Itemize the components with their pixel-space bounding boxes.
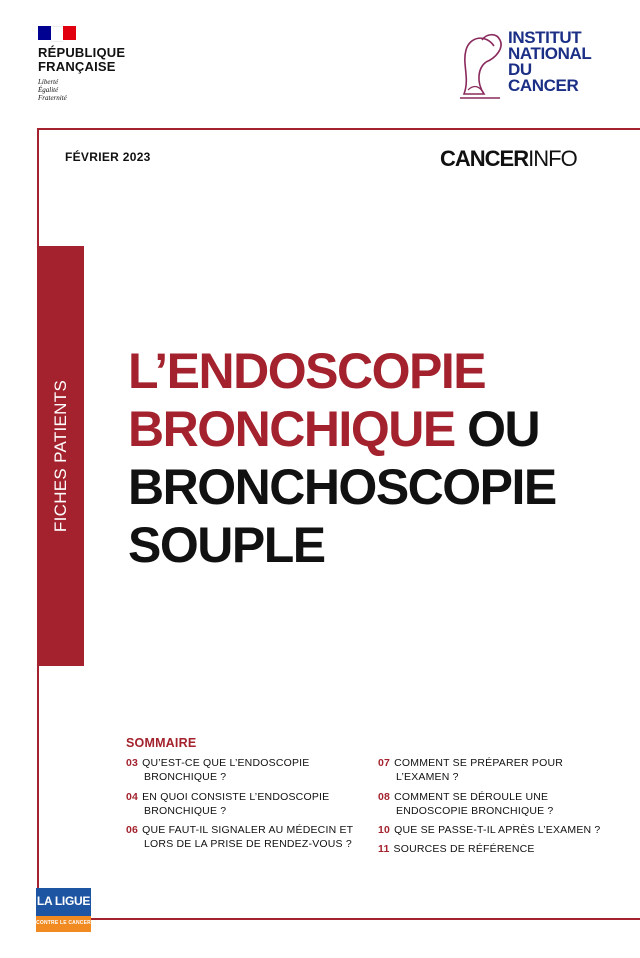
toc-item-label: COMMENT SE DÉROULE UNE: [394, 791, 549, 803]
toc-page-number: 07: [378, 757, 391, 769]
republique-francaise-logo: [38, 26, 125, 102]
republic-motto: [38, 78, 125, 102]
toc-item[interactable]: [126, 756, 310, 784]
cancer-info-part1: CANCER: [440, 146, 529, 171]
inca-emblem-icon: [456, 28, 516, 108]
title-line2-black: OU: [454, 401, 540, 457]
motto-egalite: Égalité: [38, 86, 59, 94]
inca-name: [508, 30, 606, 94]
inca-line3: DU CANCER: [508, 60, 579, 95]
toc-item-label: SOURCES DE RÉFÉRENCE: [393, 843, 535, 855]
republic-name-line1: RÉPUBLIQUE: [38, 45, 126, 60]
french-flag-icon: [38, 26, 76, 40]
toc-item[interactable]: [378, 756, 563, 784]
la-ligue-logo: [36, 888, 91, 932]
toc-item-label-cont: ENDOSCOPIE BRONCHIQUE ?: [396, 805, 554, 817]
motto-liberte: Liberté: [38, 78, 59, 86]
summary-heading: SOMMAIRE: [126, 736, 197, 750]
toc-page-number: 06: [126, 824, 139, 836]
toc-item-label-cont: BRONCHIQUE ?: [144, 805, 227, 817]
toc-page-number: 04: [126, 791, 139, 803]
inca-logo: [456, 28, 606, 108]
document-title: [128, 342, 556, 574]
toc-item[interactable]: [378, 842, 535, 856]
inca-line1: INSTITUT: [508, 28, 582, 47]
toc-page-number: 03: [126, 757, 139, 769]
republic-name-line2: FRANÇAISE: [38, 59, 116, 74]
toc-page-number: 08: [378, 791, 391, 803]
inca-line2: NATIONAL: [508, 44, 592, 63]
toc-item-label: QU’EST-CE QUE L’ENDOSCOPIE: [142, 757, 310, 769]
toc-item[interactable]: [378, 790, 553, 818]
title-line2-red: BRONCHIQUE: [128, 401, 455, 457]
title-line4: SOUPLE: [128, 517, 325, 573]
toc-item-label: EN QUOI CONSISTE L’ENDOSCOPIE: [142, 791, 330, 803]
toc-page-number: 10: [378, 824, 391, 836]
toc-item-label: QUE SE PASSE-T-IL APRÈS L’EXAMEN ?: [394, 824, 601, 836]
republic-name: [38, 46, 125, 74]
toc-item-label-cont: BRONCHIQUE ?: [144, 771, 227, 783]
cancer-info-part2: INFO: [528, 146, 577, 171]
cancer-info-logo: [440, 146, 577, 172]
toc-page-number: 11: [378, 843, 390, 855]
toc-item[interactable]: [126, 790, 329, 818]
publication-date: FÉVRIER 2023: [65, 150, 151, 164]
toc-item-label: COMMENT SE PRÉPARER POUR: [394, 757, 564, 769]
side-label: FICHES PATIENTS: [51, 379, 70, 533]
toc-item-label-cont: LORS DE LA PRISE DE RENDEZ-VOUS ?: [144, 838, 352, 850]
toc-item-label: QUE FAUT-IL SIGNALER AU MÉDECIN ET: [142, 824, 354, 836]
toc-item-label-cont: L’EXAMEN ?: [396, 771, 459, 783]
ligue-tagline: CONTRE LE CANCER: [36, 920, 91, 926]
toc-item[interactable]: [378, 823, 600, 837]
ligue-name: LA LIGUE: [36, 894, 91, 908]
toc-item[interactable]: [126, 823, 353, 851]
title-line3: BRONCHOSCOPIE: [128, 459, 556, 515]
title-line1: L’ENDOSCOPIE: [128, 343, 486, 399]
motto-fraternite: Fraternité: [38, 94, 67, 102]
